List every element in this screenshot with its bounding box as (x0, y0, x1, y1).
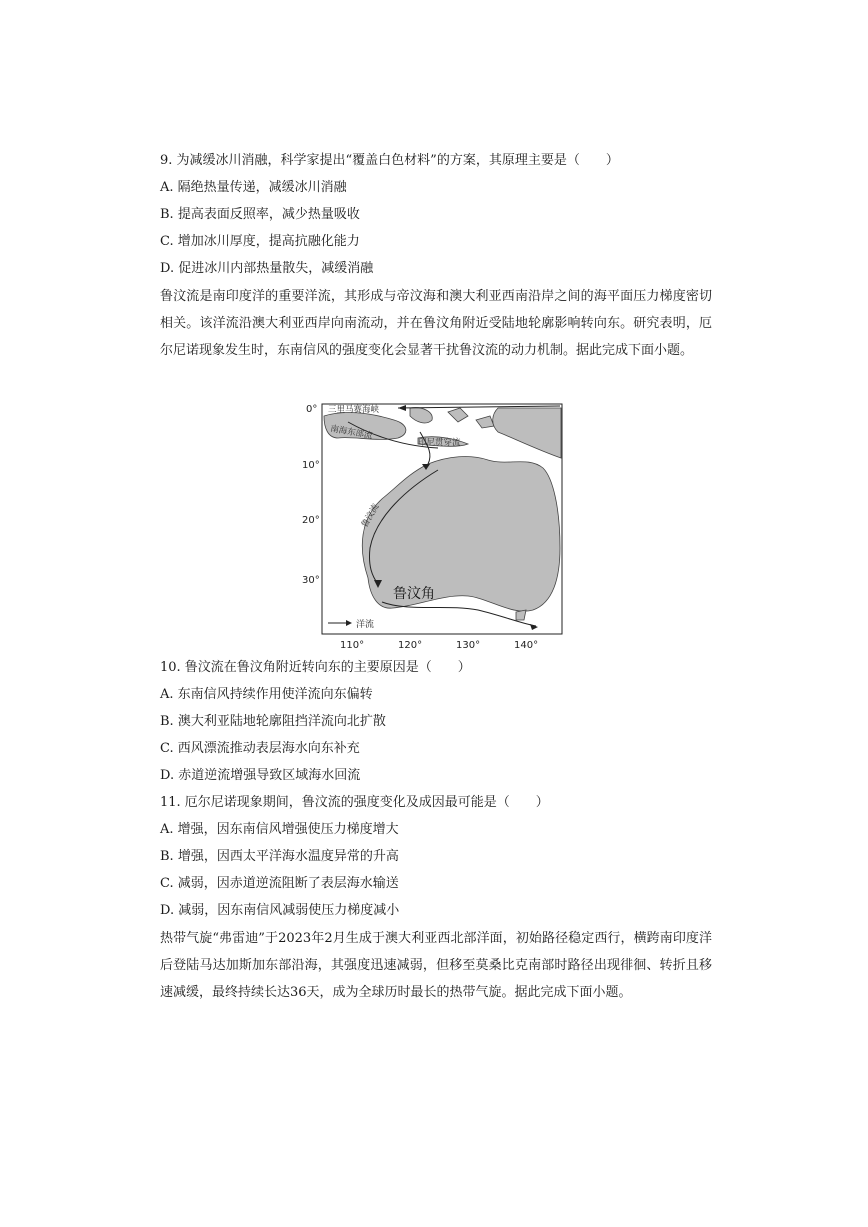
lon-110: 110° (340, 640, 365, 651)
q11-option-d: D. 减弱，因东南信风减弱使压力梯度减小 (160, 903, 400, 918)
lat-0: 0° (306, 404, 318, 415)
q9-option-a: A. 隔绝热量传递，减缓冰川消融 (160, 180, 347, 195)
label-south-java-current: 南海东部流 (329, 424, 374, 442)
q9-stem: 9. 为减缓冰川消融，科学家提出“覆盖白色材料”的方案，其原理主要是（ ） (160, 153, 619, 168)
lon-120: 120° (398, 640, 423, 651)
q11-stem: 11. 厄尔尼诺现象期间，鲁汶流的强度变化及成因最可能是（ ） (160, 795, 549, 810)
lat-30: 30° (302, 575, 320, 586)
lat-10: 10° (302, 460, 320, 471)
lat-20: 20° (302, 515, 320, 526)
q9-option-d: D. 促进冰川内部热量散失，减缓消融 (160, 261, 374, 276)
q10-option-c: C. 西风漂流推动表层海水向东补充 (160, 741, 360, 756)
q10-option-a: A. 东南信风持续作用使洋流向东偏转 (160, 687, 373, 702)
q11-option-b: B. 增强，因西太平洋海水温度异常的升高 (160, 849, 399, 864)
q10-option-b: B. 澳大利亚陆地轮廓阻挡洋流向北扩散 (160, 714, 386, 729)
lon-140: 140° (514, 640, 539, 651)
label-lombok-strait: 三里马赛海峡 (328, 405, 380, 415)
q11-option-c: C. 减弱，因赤道逆流阻断了表层海水输送 (160, 876, 399, 891)
passage-leeuwin-current: 鲁汶流是南印度洋的重要洋流，其形成与帝汶海和澳大利亚西南沿岸之间的海平面压力梯度密切相关。该洋流沿澳大利亚西岸向南流动，并在鲁汶角附近受陆地轮廓影响转向东。研究表明，厄尔尼诺现象发生时，东南信风的强度变化会显著干扰鲁汶流的动力机制。据此完成下面小题。 (160, 289, 712, 358)
label-indonesian-throughflow: 印尼贯穿流 (418, 438, 461, 448)
tasmania-island (516, 610, 526, 620)
label-leeuwin-current: 鲁汶流 (359, 502, 382, 530)
lon-130: 130° (456, 640, 481, 651)
passage-cyclone-freddy: 热带气旋“弗雷迪”于2023年2月生成于澳大利亚西北部洋面，初始路径稳定西行，横跨南印度洋后登陆马达加斯加东部沿海，其强度迅速减弱，但移至莫桑比克南部时路径出现徘徊、转折且移速减缓，最终持续长达36天，成为全球历时最长的热带气旋。据此完成下面小题。 (160, 931, 712, 1000)
q11-option-a: A. 增强，因东南信风增强使压力梯度增大 (160, 822, 399, 837)
label-cape-leeuwin: 鲁汶角 (393, 586, 435, 602)
q9-option-c: C. 增加冰川厚度，提高抗融化能力 (160, 234, 360, 249)
q9-option-b: B. 提高表面反照率，减少热量吸收 (160, 207, 360, 222)
q10-stem: 10. 鲁汶流在鲁汶角附近转向东的主要原因是（ ） (160, 660, 471, 675)
leeuwin-current-map (298, 398, 568, 652)
q10-option-d: D. 赤道逆流增强导致区域海水回流 (160, 768, 361, 783)
legend-current-label: 洋流 (356, 620, 375, 630)
